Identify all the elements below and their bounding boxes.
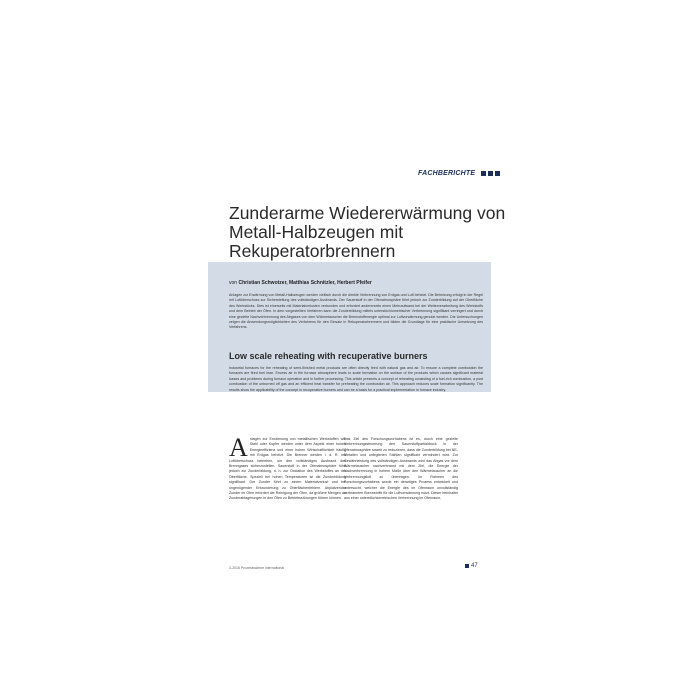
page-marker-icon	[465, 564, 469, 568]
abstract-english: Industrial furnaces for the reheating of semi-finished metal products are often directly fired with natural gas and air. To ensure a complete combustion the furnaces are fired fuel lean. Excess air in the furnace atmosphere leads to scale formation on the surface of the products which causes significant material losses and problems during furnace operation and in further processing. This article presents a concept of reheating consisting of a fuel-rich combustion, a post combustion of the unburned off gas and an efficient heat transfer for preheating the combustion air. This approach reduces scale formation significantly. The results show the applicability of the concept in recuperative burners and can be a basis for a practical implementation in furnace industry.	[229, 366, 483, 392]
article-title: Zunderarme Wiedererwärmung von Metall-Halbzeugen mit Rekuperatorbrennern	[229, 203, 506, 261]
author-line	[229, 280, 372, 286]
body-column-right: Das Ziel des Forschungsvorhabens ist es, durch eine gezielte Verbrennungssteuerung den Sauerstoffpartialdruck in der Ofenatmosphäre soweit zu reduzieren, dass die Zunderbildung bei NE-Metallen und unlegierten Stählen signifikant vermindert wird. Zur Gewährleistung des vollständigen Ausbrands wird das Abgas vor dem Wärmetauscher nachverbrannt mit dem Ziel, die Energie der Nachverbrennung in hohem Maße über den Wärmetauscher an die Verbrennungsluft zu übertragen. Im Rahmen des Forschungsvorhabens wurde ein derartiges Prozess entwickelt und untersucht, welcher die Energie des im Ofenraum unvollständig verbrannten Brennstoffs für die Luftvorwärmung nutzt. Dieser beinhaltet aus einer unterstöchiometrischen Verbrennung im Ofenraum,	[344, 437, 458, 501]
author-names: Christian Schwotzer, Matthias Schnitzler, Herbert Pfeifer	[238, 280, 372, 286]
body-column-left	[229, 433, 346, 502]
footer-journal: 3-2016 Prozesswärme international	[229, 566, 285, 570]
section-marker-icon	[481, 171, 500, 176]
author-prefix: von	[229, 280, 239, 286]
english-title: Low scale reheating with recuperative burners	[229, 351, 428, 361]
body-text-left: nlagen zur Erwärmung von metallischen Werkstoffen wie Stahl oder Kupfer werden unter dem Aspekt einer hohen Energieeffizienz und einer hohen Wirtschaftlichkeit häufig mit Erdgas beheizt. Die Brenner werden i. d. R. mit Luftüberschuss betrieben, um den vollständigen Ausbrand des Brenngases sicherzustellen. Sauerstoff in der Ofenatmosphäre führt jedoch zur Zunderbildung, d. h. zur Oxidation des Werkstoffes an der Oberfläche. Speziell bei hohen Temperaturen ist die Zunderbildung signifikant. Der Zunder führt zu einem Materialverlust und bei ungenügender Entzunderung zu Oberflächenfehlern. Abplatzender Zunder im Ofen erfordert die Reinigung der Öfen, da größere Mengen an Zunderablagerungen in den Öfen zu Betriebsstörungen führen können.	[229, 437, 346, 501]
section-header	[418, 170, 500, 177]
drop-cap: A	[229, 433, 248, 462]
page-number: 47	[471, 563, 478, 569]
section-label: FACHBERICHTE	[418, 170, 476, 177]
page-number-block	[465, 563, 478, 569]
abstract-german: Anlagen zur Erwärmung von Metall-Halbzeugen werden vielfach durch die direkte Verbrennung von Erdgas und Luft beheizt. Die Beheizung erfolgt in der Regel mit Luftüberschuss zur Sicherstellung des vollständigen Ausbrands. Der Sauerstoff in der Ofenatmosphäre führt jedoch zur Zunderbildung auf der Oberfläche des Werkstücks. Dies ist einerseits mit Materialverlusten verbunden und erfordert andererseits einen Mehraufwand bei der Weiterverarbeitung des Werkstoffs und dem Betrieb der Öfen. In dem vorgestellten Verfahren kann die Zunderbildung mittels unterstöchiometrischer Verbrennung signifikant verringert und durch eine gezielte Nachverbrennung des Abgases von dem Wärmetauscher die Brennstoffenergie optimal zur Luftvorwärmung genutzt werden. Die Untersuchungen zeigen die Anwendungsmöglichkeiten des Verfahrens für den Einsatz in Rekuperatorbrennern und bilden die Grundlage für eine praktische Umsetzung des Verfahrens.	[229, 293, 483, 330]
